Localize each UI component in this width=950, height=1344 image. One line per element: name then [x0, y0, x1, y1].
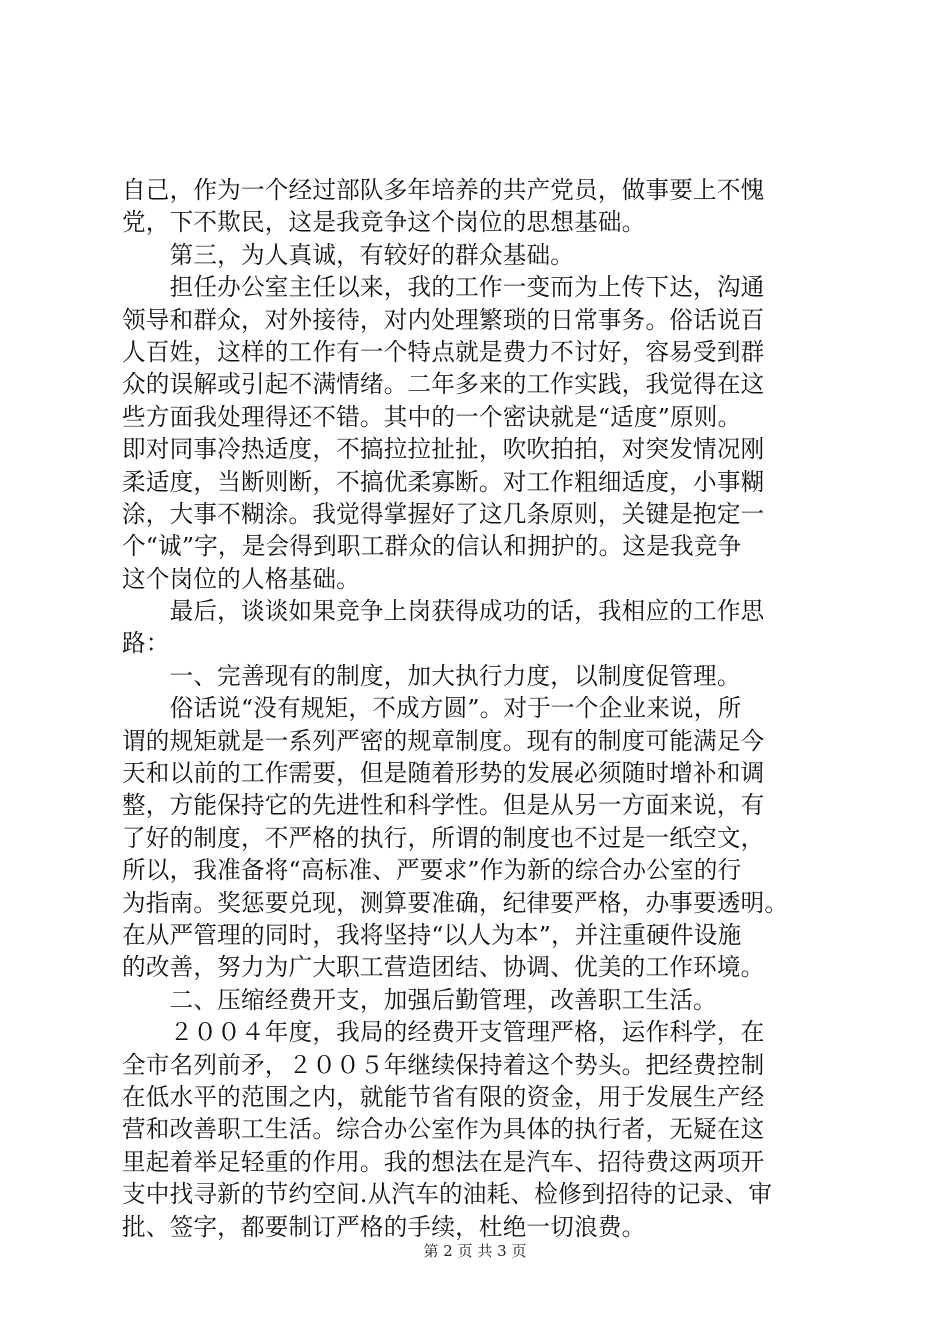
text-line: 些方面我处理得还不错。其中的一个密诀就是“适度”原则。 [122, 402, 742, 431]
text-line: 全市名列前矛，２００５年继续保持着这个势头。把经费控制 [122, 1050, 765, 1079]
text-line: 批、签字，都要制订严格的手续，杜绝一切浪费。 [122, 1212, 646, 1241]
text-line: 最后，谈谈如果竞争上岗获得成功的话，我相应的工作思 [122, 597, 765, 626]
text-line: 领导和群众，对外接待，对内处理繁琐的日常事务。俗话说百 [122, 305, 765, 334]
document-body [122, 174, 836, 1243]
text-line: 党，下不欺民，这是我竞争这个岗位的思想基础。 [122, 208, 646, 237]
text-line: 自己，作为一个经过部队多年培养的共产党员，做事要上不愧 [122, 176, 765, 204]
page-number: 第 2 页 共 3 页 [423, 1242, 527, 1260]
text-line: 在从严管理的同时，我将坚持“以人为本”，并注重硬件设施 [122, 920, 742, 949]
text-line: 的改善，努力为广大职工营造团结、协调、优美的工作环境。 [122, 953, 765, 982]
text-line: 这个岗位的人格基础。 [122, 564, 360, 593]
text-line: 担任办公室主任以来，我的工作一变而为上传下达，沟通 [122, 273, 765, 302]
text-line: 二、压缩经费开支，加强后勤管理，改善职工生活。 [122, 985, 717, 1014]
text-line: 第三，为人真诚，有较好的群众基础。 [122, 240, 575, 269]
text-line: 支中找寻新的节约空间.从汽车的油耗、检修到招待的记录、审 [122, 1180, 773, 1209]
text-line: 路： [122, 629, 170, 658]
text-line: 人百姓，这样的工作有一个特点就是费力不讨好，容易受到群 [122, 337, 765, 366]
text-line: ２００４年度，我局的经费开支管理严格，运作科学，在 [122, 1018, 765, 1047]
text-line: 俗话说“没有规矩，不成方圆”。对于一个企业来说，所 [122, 694, 742, 723]
text-line: 天和以前的工作需要，但是随着形势的发展必须随时增补和调 [122, 759, 765, 788]
text-line: 营和改善职工生活。综合办公室作为具体的执行者，无疑在这 [122, 1115, 765, 1144]
text-line: 了好的制度，不严格的执行，所谓的制度也不过是一纸空文， [122, 823, 765, 852]
text-line: 为指南。奖惩要兑现，测算要准确，纪律要严格，办事要透明。 [122, 888, 789, 917]
text-line: 一、完善现有的制度，加大执行力度，以制度促管理。 [122, 661, 741, 690]
text-line: 涂，大事不糊涂。我觉得掌握好了这几条原则，关键是抱定一 [122, 499, 765, 528]
text-line: 里起着举足轻重的作用。我的想法在是汽车、招待费这两项开 [122, 1147, 765, 1176]
text-line: 个“诚”字，是会得到职工群众的信认和拥护的。这是我竞争 [122, 532, 742, 561]
text-line: 柔适度，当断则断，不搞优柔寡断。对工作粗细适度，小事糊 [122, 467, 765, 496]
page-footer [0, 1242, 950, 1260]
text-line: 在低水平的范围之内，就能节省有限的资金，用于发展生产经 [122, 1082, 765, 1111]
text-line: 所以，我准备将“高标准、严要求”作为新的综合办公室的行 [122, 856, 742, 885]
text-line: 众的误解或引起不满情绪。二年多来的工作实践，我觉得在这 [122, 370, 765, 399]
text-line: 谓的规矩就是一系列严密的规章制度。现有的制度可能满足今 [122, 726, 765, 755]
text-line: 整，方能保持它的先进性和科学性。但是从另一方面来说，有 [122, 791, 765, 820]
text-line: 即对同事冷热适度，不搞拉拉扯扯，吹吹拍拍，对突发情况刚 [122, 435, 765, 464]
